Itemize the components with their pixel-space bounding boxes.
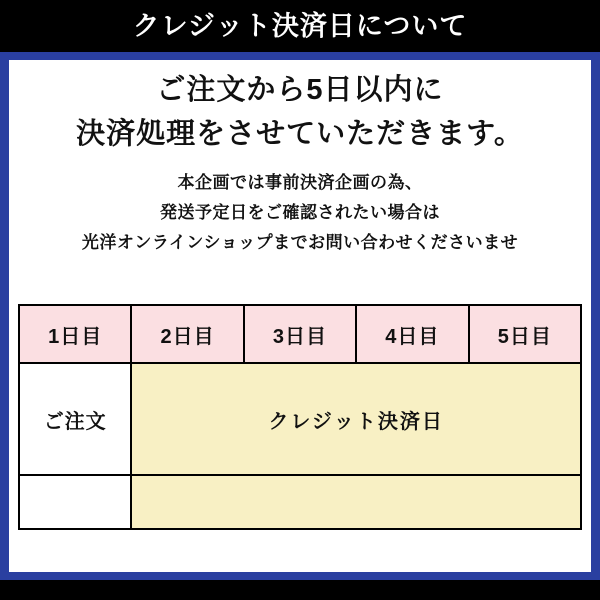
schedule-table-wrap bbox=[18, 304, 582, 530]
footer-band bbox=[0, 580, 600, 600]
sub-line-3: 光洋オンラインショップまでお問い合わせくださいませ bbox=[81, 233, 519, 252]
blue-frame bbox=[0, 52, 600, 580]
content-area bbox=[9, 60, 591, 572]
sub-line-1: 本企画では事前決済企画の為、 bbox=[177, 173, 423, 192]
day-header-2: 2日目 bbox=[131, 305, 243, 363]
table-row-day-headers bbox=[19, 305, 581, 363]
schedule-table bbox=[18, 304, 582, 530]
day-header-5: 5日目 bbox=[469, 305, 581, 363]
page-title: クレジット決済日について bbox=[132, 11, 468, 41]
table-row-schedule bbox=[19, 363, 581, 475]
day-header-4: 4日目 bbox=[356, 305, 468, 363]
day-header-1: 1日目 bbox=[19, 305, 131, 363]
lead-line-1: ご注文から5日以内に bbox=[156, 74, 444, 106]
day-header-3: 3日目 bbox=[244, 305, 356, 363]
order-cell: ご注文 bbox=[19, 363, 131, 475]
sub-text bbox=[9, 168, 591, 258]
payment-cell-extension bbox=[131, 475, 581, 529]
sub-line-2: 発送予定日をご確認されたい場合は bbox=[160, 203, 440, 222]
table-row-extension bbox=[19, 475, 581, 529]
lead-line-2: 決済処理をさせていただきます。 bbox=[76, 118, 524, 150]
payment-cell: クレジット決済日 bbox=[131, 363, 581, 475]
lead-text bbox=[9, 68, 591, 156]
order-cell-extension bbox=[19, 475, 131, 529]
